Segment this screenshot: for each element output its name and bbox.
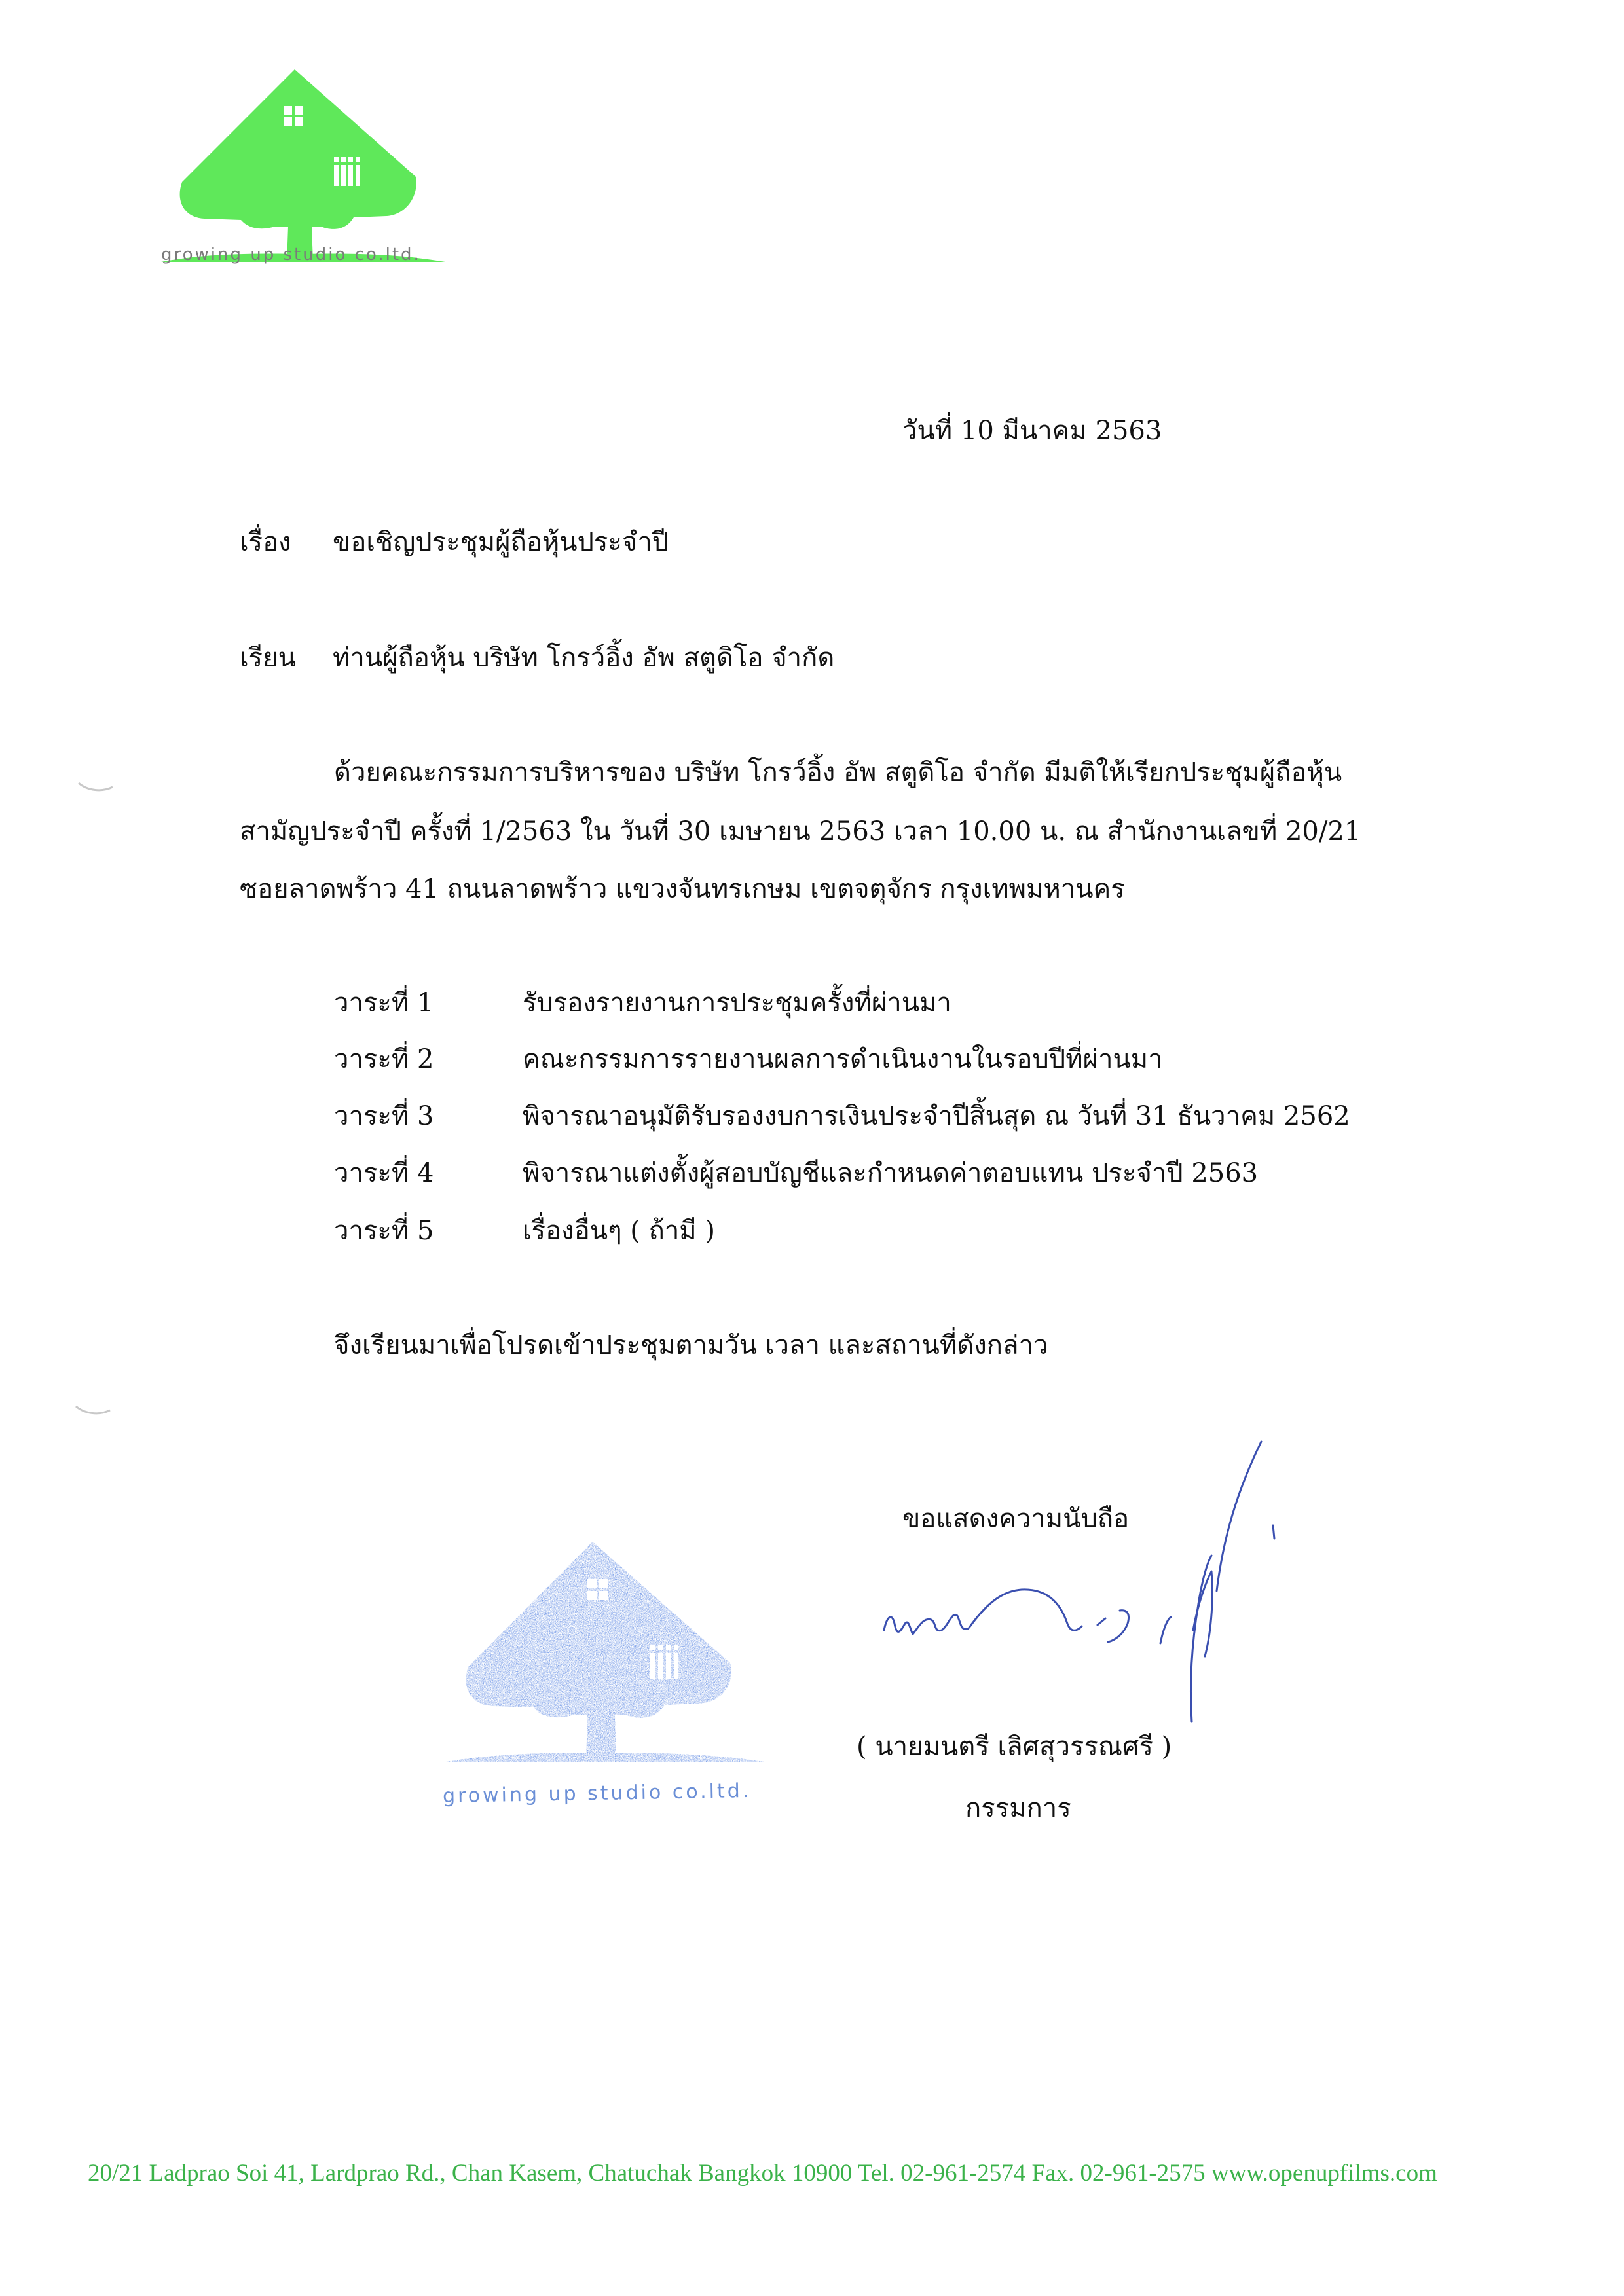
agenda-text: เรื่องอื่นๆ ( ถ้ามี ) (523, 1216, 715, 1246)
punch-mark (76, 780, 115, 795)
company-stamp-caption: growing up studio co.ltd. (442, 1779, 752, 1808)
punch-mark (73, 1404, 113, 1418)
agenda-text: รับรองรายงานการประชุมครั้งที่ผ่านมา (523, 988, 951, 1018)
recipient-label: เรียน (240, 643, 296, 673)
body-line: ซอยลาดพร้าว 41 ถนนลาดพร้าว แขวงจันทรเกษม เขตจตุจักร กรุงเทพมหานคร (240, 874, 1125, 904)
subject-text: ขอเชิญประชุมผู้ถือหุ้นประจำปี (333, 527, 669, 557)
company-logo-caption: growing up studio co.ltd. (161, 245, 421, 264)
handwritten-signature (871, 1434, 1290, 1728)
letter-date: วันที่ 10 มีนาคม 2563 (902, 416, 1162, 446)
agenda-label: วาระที่ 3 (334, 1101, 434, 1131)
closing-text: จึงเรียนมาเพื่อโปรดเข้าประชุมตามวัน เวลา และสถานที่ดังกล่าว (334, 1330, 1048, 1360)
agenda-label: วาระที่ 4 (334, 1158, 434, 1188)
body-line: ด้วยคณะกรรมการบริหารของ บริษัท โกรว์อิ้ง อัพ สตูดิโอ จำกัด มีมติให้เรียกประชุมผู้ถือหุ้น (334, 757, 1342, 788)
signer-title: กรรมการ (965, 1793, 1071, 1823)
signer-name: ( นายมนตรี เลิศสุวรรณศรี ) (857, 1732, 1172, 1762)
company-stamp (429, 1539, 796, 1787)
body-line: สามัญประจำปี ครั้งที่ 1/2563 ใน วันที่ 30 เมษายน 2563 เวลา 10.00 น. ณ สำนักงานเลขที่ 20/21 (240, 816, 1361, 847)
agenda-label: วาระที่ 1 (334, 988, 434, 1018)
company-address-footer: 20/21 Ladprao Soi 41, Lardprao Rd., Chan Kasem, Chatuchak Bangkok 10900 Tel. 02-961-2574 Fax. 02-961-2575 www.openupfilms.com (88, 2160, 1437, 2187)
company-logo (157, 65, 452, 275)
agenda-label: วาระที่ 5 (334, 1216, 434, 1246)
agenda-text: พิจารณาอนุมัติรับรองงบการเงินประจำปีสิ้นสุด ณ วันที่ 31 ธันวาคม 2562 (523, 1101, 1350, 1131)
recipient-text: ท่านผู้ถือหุ้น บริษัท โกรว์อิ้ง อัพ สตูดิโอ จำกัด (333, 643, 835, 673)
regards-text: ขอแสดงความนับถือ (902, 1504, 1130, 1534)
subject-label: เรื่อง (240, 527, 291, 557)
agenda-text: พิจารณาแต่งตั้งผู้สอบบัญชีและกำหนดค่าตอบแทน ประจำปี 2563 (523, 1158, 1259, 1188)
agenda-text: คณะกรรมการรายงานผลการดำเนินงานในรอบปีที่ผ่านมา (523, 1044, 1163, 1074)
agenda-label: วาระที่ 2 (334, 1044, 434, 1074)
